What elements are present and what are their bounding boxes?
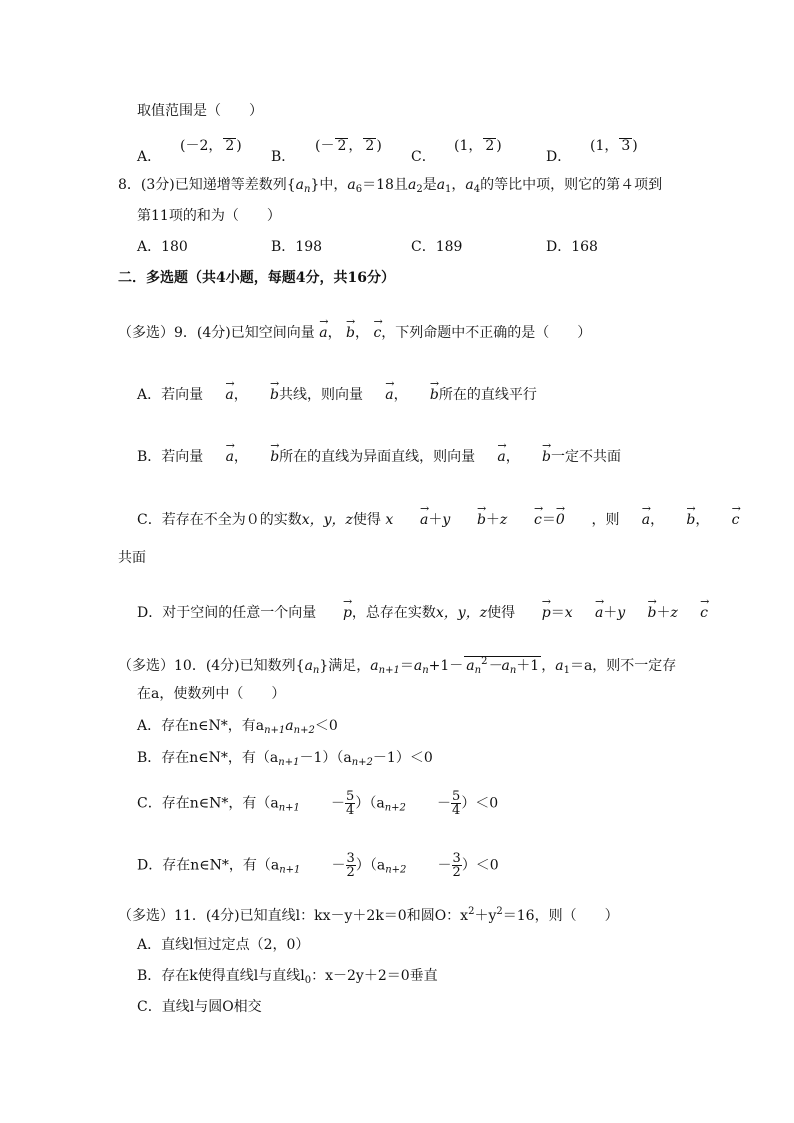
q10-sqrt-expression: $a_n^2-a_n+1$ (466, 656, 540, 676)
q7-option-d-value: (1， 3 ) (590, 138, 638, 154)
q10-option-b: B．存在n∈N*，有$(a_{n+1}-1)(a_{n+2}-1)<0$ (137, 750, 433, 768)
section-heading-multi-choice: 二．多选题（共4小题，每题4分，共16分） (118, 270, 395, 286)
q10-option-a: A．存在n∈N*，有$a_{n+1}a_{n+2}<0$ (137, 718, 338, 736)
q8-stem-line2: 第11项的和为（ ） (137, 208, 281, 224)
q9-stem: （多选）9．(4分)已知空间向量 → a， → b， → c，下列命题中不正确的是（ ） (118, 320, 591, 340)
q11-stem: （多选）11．(4分)已知直线l：kx－y＋2k＝0和圆O：$x^2+y^2=16$，则（ ） (118, 906, 619, 924)
q10-option-c: C．存在n∈N*，有（$a_{n+1}$ － $\frac{5}{4}$ ）（$a_{n+2}$ － $\frac{5}{4}$ ）＜0 (137, 789, 499, 818)
q7-option-a-value: (－2， 2 ) (180, 138, 242, 154)
q7-option-b: B． (271, 149, 296, 165)
q10-option-d: D．存在n∈N*，有（$a_{n+1}$ － $\frac{3}{2}$ ）（$a_{n+2}$ － $\frac{3}{2}$ ）＜0 (137, 851, 499, 880)
q9-option-a: A．若向量 → a， → b共线，则向量 → a， → b所在的直线平行 (137, 382, 537, 402)
q7-option-b-value: (－ 2 ， 2 ) (315, 138, 382, 154)
q7-option-c-value: (1， 2 ) (454, 138, 502, 154)
q11-option-c: C．直线l与圆O相交 (137, 999, 262, 1015)
q9-option-d: D．对于空间的任意一个向量 → p，总存在实数x，y，z使得 → p＝x → a＋y → b＋z → c (137, 600, 708, 620)
q8-option-a: A．180 (137, 239, 188, 255)
q9-option-c: C．若存在不全为０的实数x，y，z使得 x → a＋y → b＋z → c＝→ 0 ，则 → a， → b， → c (137, 507, 739, 527)
q8-option-d: D．168 (546, 239, 598, 255)
q8-option-c: C．189 (411, 239, 463, 255)
q9-option-c-end: 共面 (118, 550, 146, 566)
q8-option-b: B．198 (271, 239, 323, 255)
q11-option-a: A．直线l恒过定点（2，0） (137, 937, 310, 953)
q9-option-b: B．若向量 → a， → b所在的直线为异面直线，则向量 → a， → b一定不共面 (137, 444, 621, 464)
q10-stem-line2: 在a，使数列中（ ） (137, 686, 286, 702)
q7-option-c: C． (411, 149, 436, 165)
q7-stem-tail: 取值范围是（ ） (137, 103, 263, 119)
q7-option-d: D． (546, 149, 572, 165)
q11-option-b: B．存在k使得直线l与直线$l_0$：x－2y＋2＝0垂直 (137, 968, 438, 986)
q10-stem-line1: （多选）10．(4分)已知数列$\{a_n\}$满足，$a_{n+1}=a_n+1- a_n^2-a_n+1$ ，$a_1=a$，则不一定存 (118, 656, 677, 676)
q8-stem-line1: 8．(3分)已知递增等差数列$\{a_n\}$中，$a_6=18$且$a_2$是$a_1$，$a_4$的等比中项，则它的第４项到 (118, 177, 663, 195)
q7-option-a: A． (137, 149, 162, 165)
